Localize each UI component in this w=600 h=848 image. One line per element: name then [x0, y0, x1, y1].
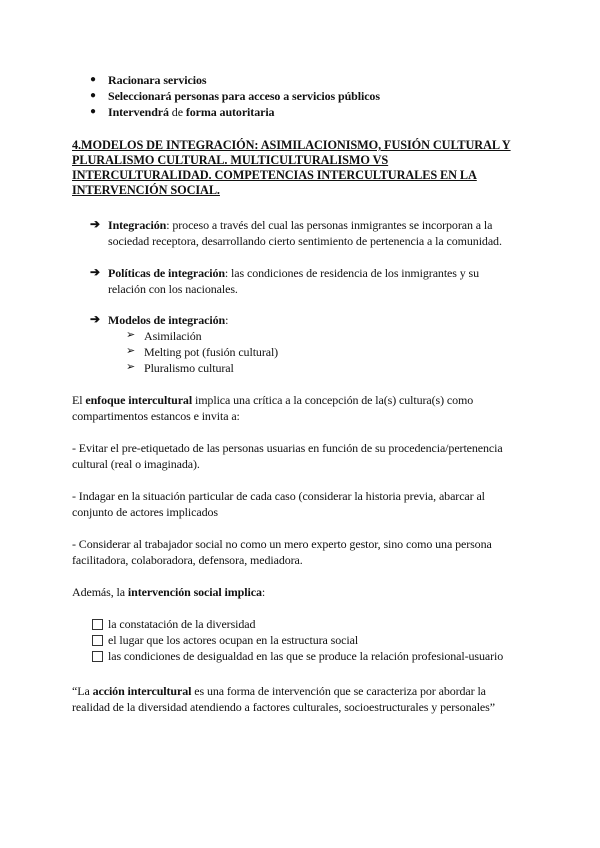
arrow-icon: ➔ — [90, 217, 101, 231]
arrowhead-icon: ➢ — [126, 329, 136, 341]
section-heading-line: INTERCULTURALIDAD. COMPETENCIAS INTERCULTURALES EN LA — [72, 168, 477, 182]
checkbox[interactable] — [92, 619, 103, 630]
checkbox[interactable] — [92, 635, 103, 646]
model-item: Asimilación — [144, 329, 202, 343]
arrow-icon: ➔ — [90, 312, 101, 326]
point-paragraph-cont: cultural (real o imaginada). — [72, 457, 200, 471]
checkbox[interactable] — [92, 651, 103, 662]
point-paragraph: - Considerar al trabajador social no como un mero experto gestor, sino como una persona — [72, 537, 492, 551]
definition-modelos: Modelos de integración: — [108, 313, 229, 327]
enfoque-paragraph-cont: compartimentos estancos e invita a: — [72, 409, 240, 423]
bullet-item: Racionara servicios — [108, 73, 207, 87]
enfoque-paragraph: El enfoque intercultural implica una crítica a la concepción de la(s) cultura(s) como — [72, 393, 474, 407]
point-paragraph-cont: conjunto de actores implicados — [72, 505, 218, 519]
arrowhead-icon: ➢ — [126, 345, 136, 357]
section-heading-line: INTERVENCIÓN SOCIAL. — [72, 183, 220, 197]
bullet-icon: ● — [90, 90, 97, 101]
arrow-icon: ➔ — [90, 265, 101, 279]
definition-integracion: Integración: proceso a través del cual las personas inmigrantes se incorporan a la — [108, 218, 493, 232]
point-paragraph-cont: facilitadora, colaboradora, defensora, mediadora. — [72, 553, 303, 567]
model-item: Pluralismo cultural — [144, 361, 234, 375]
bullet-item: Seleccionará personas para acceso a servicios públicos — [108, 89, 380, 103]
bullet-icon: ● — [90, 74, 97, 85]
arrowhead-icon: ➢ — [126, 361, 136, 373]
definition-integracion-cont: sociedad receptora, desarrollando cierto sentimiento de pertenencia a la comunidad. — [108, 234, 502, 248]
bullet-item: Intervendrá de forma autoritaria — [108, 105, 275, 119]
checklist-item: las condiciones de desigualdad en las que se produce la relación profesional-usuario — [108, 649, 504, 663]
section-heading-line: PLURALISMO CULTURAL. MULTICULTURALISMO VS — [72, 153, 389, 167]
checklist-item: el lugar que los actores ocupan en la estructura social — [108, 633, 359, 647]
model-item: Melting pot (fusión cultural) — [144, 345, 279, 359]
definition-politicas-cont: relación con los nacionales. — [108, 282, 238, 296]
point-paragraph: - Indagar en la situación particular de cada caso (considerar la historia previa, abarcar al — [72, 489, 485, 503]
quote-paragraph-cont: realidad de la diversidad atendiendo a factores culturales, socioestructurales y personales” — [72, 700, 495, 714]
checklist-item: la constatación de la diversidad — [108, 617, 256, 631]
ademas-paragraph: Además, la intervención social implica: — [72, 585, 266, 599]
quote-paragraph: “La acción intercultural es una forma de intervención que se caracteriza por abordar la — [72, 684, 486, 698]
definition-politicas: Políticas de integración: las condiciones de residencia de los inmigrantes y su — [108, 266, 480, 280]
bullet-icon: ● — [90, 106, 97, 117]
section-heading-line: 4.MODELOS DE INTEGRACIÓN: ASIMILACIONISMO, FUSIÓN CULTURAL Y — [72, 138, 511, 152]
point-paragraph: - Evitar el pre-etiquetado de las personas usuarias en función de su procedencia/pertenencia — [72, 441, 503, 455]
